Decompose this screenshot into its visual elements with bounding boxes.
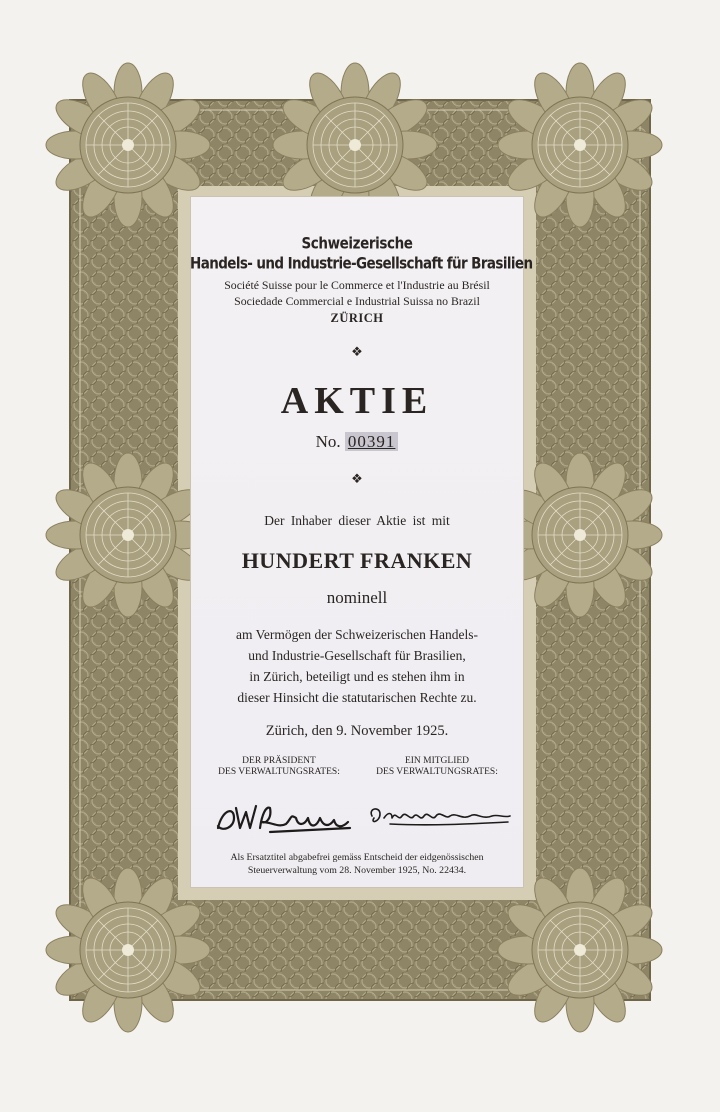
holder-statement: Der Inhaber dieser Aktie ist mit bbox=[264, 513, 450, 528]
certificate-panel bbox=[190, 196, 533, 888]
ornament-icon: ❖ bbox=[351, 344, 363, 359]
share-number-line bbox=[190, 432, 524, 452]
signatory-label-member bbox=[362, 756, 512, 778]
signatory-label-president bbox=[204, 756, 354, 778]
signatory-title: EIN MITGLIED bbox=[404, 756, 470, 766]
ornament-icon: ❖ bbox=[351, 471, 363, 486]
body-text-line: am Vermögen der Schweizerischen Handels- bbox=[236, 627, 478, 642]
issue-date: Zürich, den 9. November 1925. bbox=[265, 723, 449, 739]
nominal-label: nominell bbox=[326, 588, 388, 607]
company-name-line-1: Schweizerische bbox=[301, 234, 413, 254]
signatory-board: DES VERWALTUNGSRATES: bbox=[218, 767, 340, 777]
body-text-line: in Zürich, beteiligt und es stehen ihm in bbox=[249, 669, 465, 684]
share-number: 00391 bbox=[345, 432, 399, 451]
signatory-board: DES VERWALTUNGSRATES: bbox=[376, 767, 498, 777]
signatory-title: DER PRÄSIDENT bbox=[242, 756, 316, 766]
company-city: ZÜRICH bbox=[330, 311, 384, 325]
handwritten-signatures bbox=[200, 788, 520, 848]
company-name-line-2: Handels- und Industrie-Gesellschaft für Brasilien bbox=[190, 254, 533, 274]
share-number-prefix: No. bbox=[315, 432, 341, 451]
company-name-french: Société Suisse pour le Commerce et l'Industrie au Brésil bbox=[224, 278, 490, 292]
signature-member bbox=[371, 809, 510, 825]
tax-footnote-line-1: Als Ersatztitel abgabefrei gemäss Entscheid der eidgenössischen bbox=[230, 852, 484, 863]
share-amount: HUNDERT FRANKEN bbox=[241, 548, 473, 573]
company-name-portuguese: Sociedade Commercial e Industrial Suissa no Brazil bbox=[234, 294, 480, 308]
body-text-line: und Industrie-Gesellschaft für Brasilien, bbox=[248, 648, 466, 663]
tax-footnote-line-2: Steuerverwaltung vom 28. November 1925, No. 22434. bbox=[247, 865, 467, 876]
body-text-line: dieser Hinsicht die statutarischen Rechte zu. bbox=[237, 690, 477, 705]
signature-president bbox=[218, 806, 350, 832]
certificate-title: AKTIE bbox=[280, 380, 434, 422]
